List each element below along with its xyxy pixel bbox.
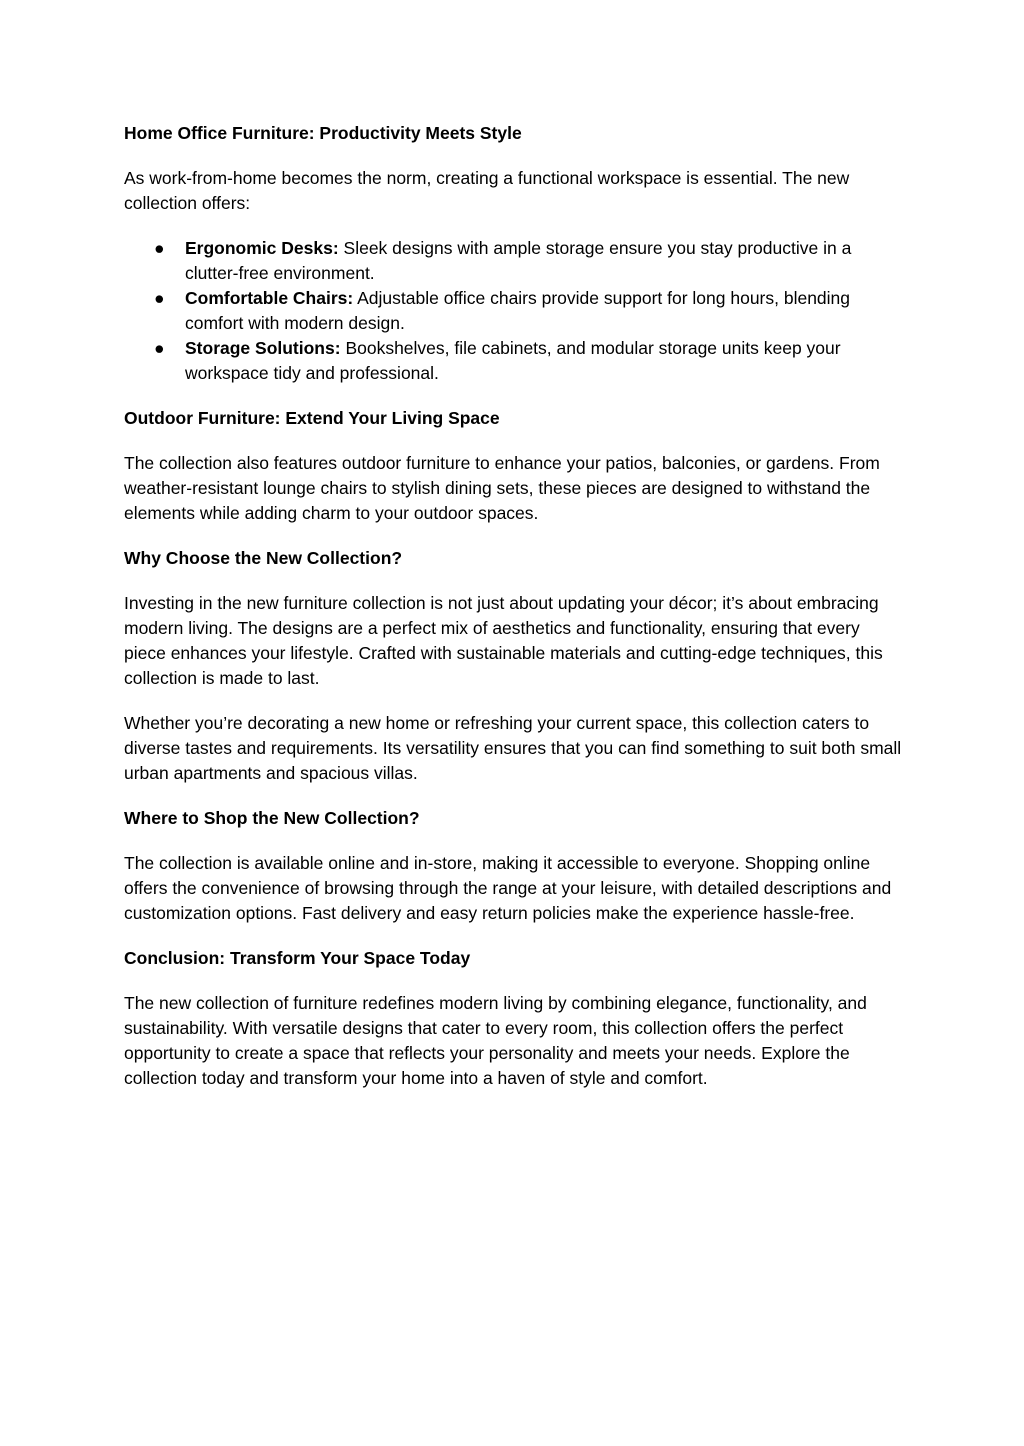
- bullet-icon: ●: [154, 288, 165, 308]
- paragraph-where-to-shop: The collection is available online and in-store, making it accessible to everyone. Shopping online offers the convenience of browsing through the range at your leisure, with detailed descriptions and customization options. Fast delivery and easy return policies make the experience hassle-free.: [124, 853, 892, 923]
- section-heading-outdoor: Outdoor Furniture: Extend Your Living Space: [124, 408, 500, 428]
- section-heading-why-choose: Why Choose the New Collection?: [124, 548, 403, 568]
- list-item: [124, 236, 904, 286]
- bullet-text: Bookshelves, file cabinets, and modular storage units keep your workspace tidy and professional.: [185, 338, 841, 383]
- section-heading-home-office: Home Office Furniture: Productivity Meets Style: [124, 123, 522, 143]
- list-item: [124, 336, 904, 386]
- paragraph-why-choose-2: Whether you’re decorating a new home or refreshing your current space, this collection caters to diverse tastes and requirements. Its versatility ensures that you can find something to suit both small urban apartments and spacious villas.: [124, 713, 902, 783]
- document-page: [124, 121, 904, 1111]
- list-item: [124, 286, 904, 336]
- paragraph-why-choose-1: Investing in the new furniture collection is not just about updating your décor; it’s about embracing modern living. The designs are a perfect mix of aesthetics and functionality, ensuring that every piece enhances your lifestyle. Crafted with sustainable materials and cutting-edge techniques, this collection is made to last.: [124, 593, 883, 688]
- paragraph-home-office-intro: As work-from-home becomes the norm, creating a functional workspace is essential. The new collection offers:: [124, 168, 850, 213]
- bullet-icon: ●: [154, 338, 165, 358]
- bullet-term: Comfortable Chairs:: [185, 288, 354, 308]
- bullet-text: Adjustable office chairs provide support for long hours, blending comfort with modern design.: [185, 288, 851, 333]
- bullet-list-home-office: [124, 236, 904, 386]
- bullet-term: Storage Solutions:: [185, 338, 341, 358]
- section-heading-where-to-shop: Where to Shop the New Collection?: [124, 808, 420, 828]
- section-heading-conclusion: Conclusion: Transform Your Space Today: [124, 948, 471, 968]
- bullet-icon: ●: [154, 238, 165, 258]
- bullet-term: Ergonomic Desks:: [185, 238, 339, 258]
- bullet-text: Sleek designs with ample storage ensure you stay productive in a clutter-free environment.: [185, 238, 852, 283]
- paragraph-conclusion: The new collection of furniture redefines modern living by combining elegance, functionality, and sustainability. With versatile designs that cater to every room, this collection offers the perfect opportunity to create a space that reflects your personality and meets your needs. Explore the collection today and transform your home into a haven of style and comfort.: [124, 993, 867, 1088]
- paragraph-outdoor: The collection also features outdoor furniture to enhance your patios, balconies, or gardens. From weather-resistant lounge chairs to stylish dining sets, these pieces are designed to withstand the elements while adding charm to your outdoor spaces.: [124, 453, 880, 523]
